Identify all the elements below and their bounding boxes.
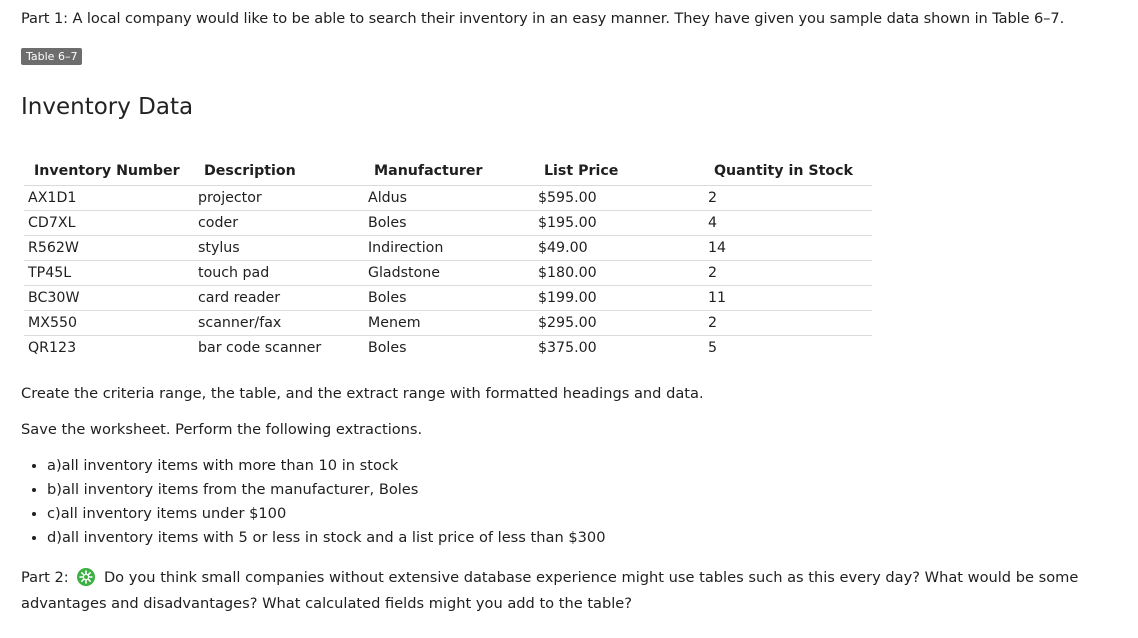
cell-inventory-number: QR123 — [28, 340, 77, 356]
cell-inventory-number: MX550 — [24, 311, 194, 336]
cell-quantity: 2 — [704, 311, 872, 336]
cell-description: touch pad — [194, 261, 364, 286]
header-list-price: List Price — [534, 156, 704, 186]
cell-quantity: 11 — [704, 286, 872, 311]
table-row — [24, 211, 872, 236]
gear-icon — [77, 568, 95, 586]
cell-quantity: 14 — [704, 236, 872, 261]
cell-inventory-number: CD7XL — [24, 211, 194, 236]
header-description: Description — [194, 156, 364, 186]
cell-manufacturer: Boles — [368, 340, 407, 356]
list-item: • d)all inventory items with 5 or less in stock and a list price of less than $300 — [47, 528, 605, 552]
cell-description: bar code scanner — [198, 340, 322, 356]
cell-manufacturer: Menem — [364, 311, 534, 336]
table-label-badge: Table 6–7 — [21, 48, 82, 65]
part2-text: Do you think small companies without extensive database experience might use tables such as this every day? What would be some advantages and disadvantages? What calculated fields might you add to the table? — [21, 569, 1079, 612]
cell-inventory-number: R562W — [24, 236, 194, 261]
cell-list-price: $199.00 — [534, 286, 704, 311]
cell-inventory-number: AX1D1 — [24, 186, 194, 211]
cell-quantity: 2 — [704, 186, 872, 211]
table-row — [24, 186, 872, 211]
part2-paragraph — [21, 565, 1136, 617]
table-title: Inventory Data — [21, 94, 194, 120]
cell-description: card reader — [194, 286, 364, 311]
cell-list-price: $195.00 — [534, 211, 704, 236]
header-manufacturer: Manufacturer — [364, 156, 534, 186]
inventory-table — [24, 156, 872, 360]
cell-description: coder — [194, 211, 364, 236]
list-item: • b)all inventory items from the manufacturer, Boles — [47, 480, 605, 504]
table-header-row — [24, 156, 872, 186]
intro-text: Part 1: A local company would like to be able to search their inventory in an easy manner. They have given you sample data shown in Table 6–7. — [21, 10, 1065, 27]
table-row — [24, 236, 872, 261]
cell-manufacturer: Indirection — [364, 236, 534, 261]
cell-manufacturer: Gladstone — [364, 261, 534, 286]
cell-list-price: $295.00 — [534, 311, 704, 336]
cell-description: projector — [194, 186, 364, 211]
instruction-criteria: Create the criteria range, the table, and the extract range with formatted headings and data. — [21, 385, 704, 402]
table-row — [24, 261, 872, 286]
cell-inventory-number: TP45L — [24, 261, 194, 286]
cell-list-price: $180.00 — [534, 261, 704, 286]
cell-list-price: $375.00 — [538, 340, 597, 356]
cell-list-price: $595.00 — [534, 186, 704, 211]
table-row — [24, 336, 872, 361]
table-row — [24, 311, 872, 336]
cell-manufacturer: Boles — [364, 211, 534, 236]
cell-description: scanner/fax — [194, 311, 364, 336]
cell-list-price: $49.00 — [534, 236, 704, 261]
cell-inventory-number: BC30W — [24, 286, 194, 311]
table-row — [24, 286, 872, 311]
list-item: • a)all inventory items with more than 10 in stock — [47, 456, 605, 480]
cell-quantity: 4 — [704, 211, 872, 236]
cell-manufacturer: Boles — [364, 286, 534, 311]
header-inventory-number: Inventory Number — [24, 156, 194, 186]
list-item: • c)all inventory items under $100 — [47, 504, 605, 528]
extractions-list — [21, 456, 605, 552]
cell-quantity: 5 — [708, 340, 718, 356]
instruction-save: Save the worksheet. Perform the following extractions. — [21, 421, 423, 438]
cell-description: stylus — [194, 236, 364, 261]
cell-quantity: 2 — [704, 261, 872, 286]
cell-manufacturer: Aldus — [364, 186, 534, 211]
part2-label: Part 2: — [21, 569, 69, 586]
header-quantity-in-stock: Quantity in Stock — [704, 156, 872, 186]
